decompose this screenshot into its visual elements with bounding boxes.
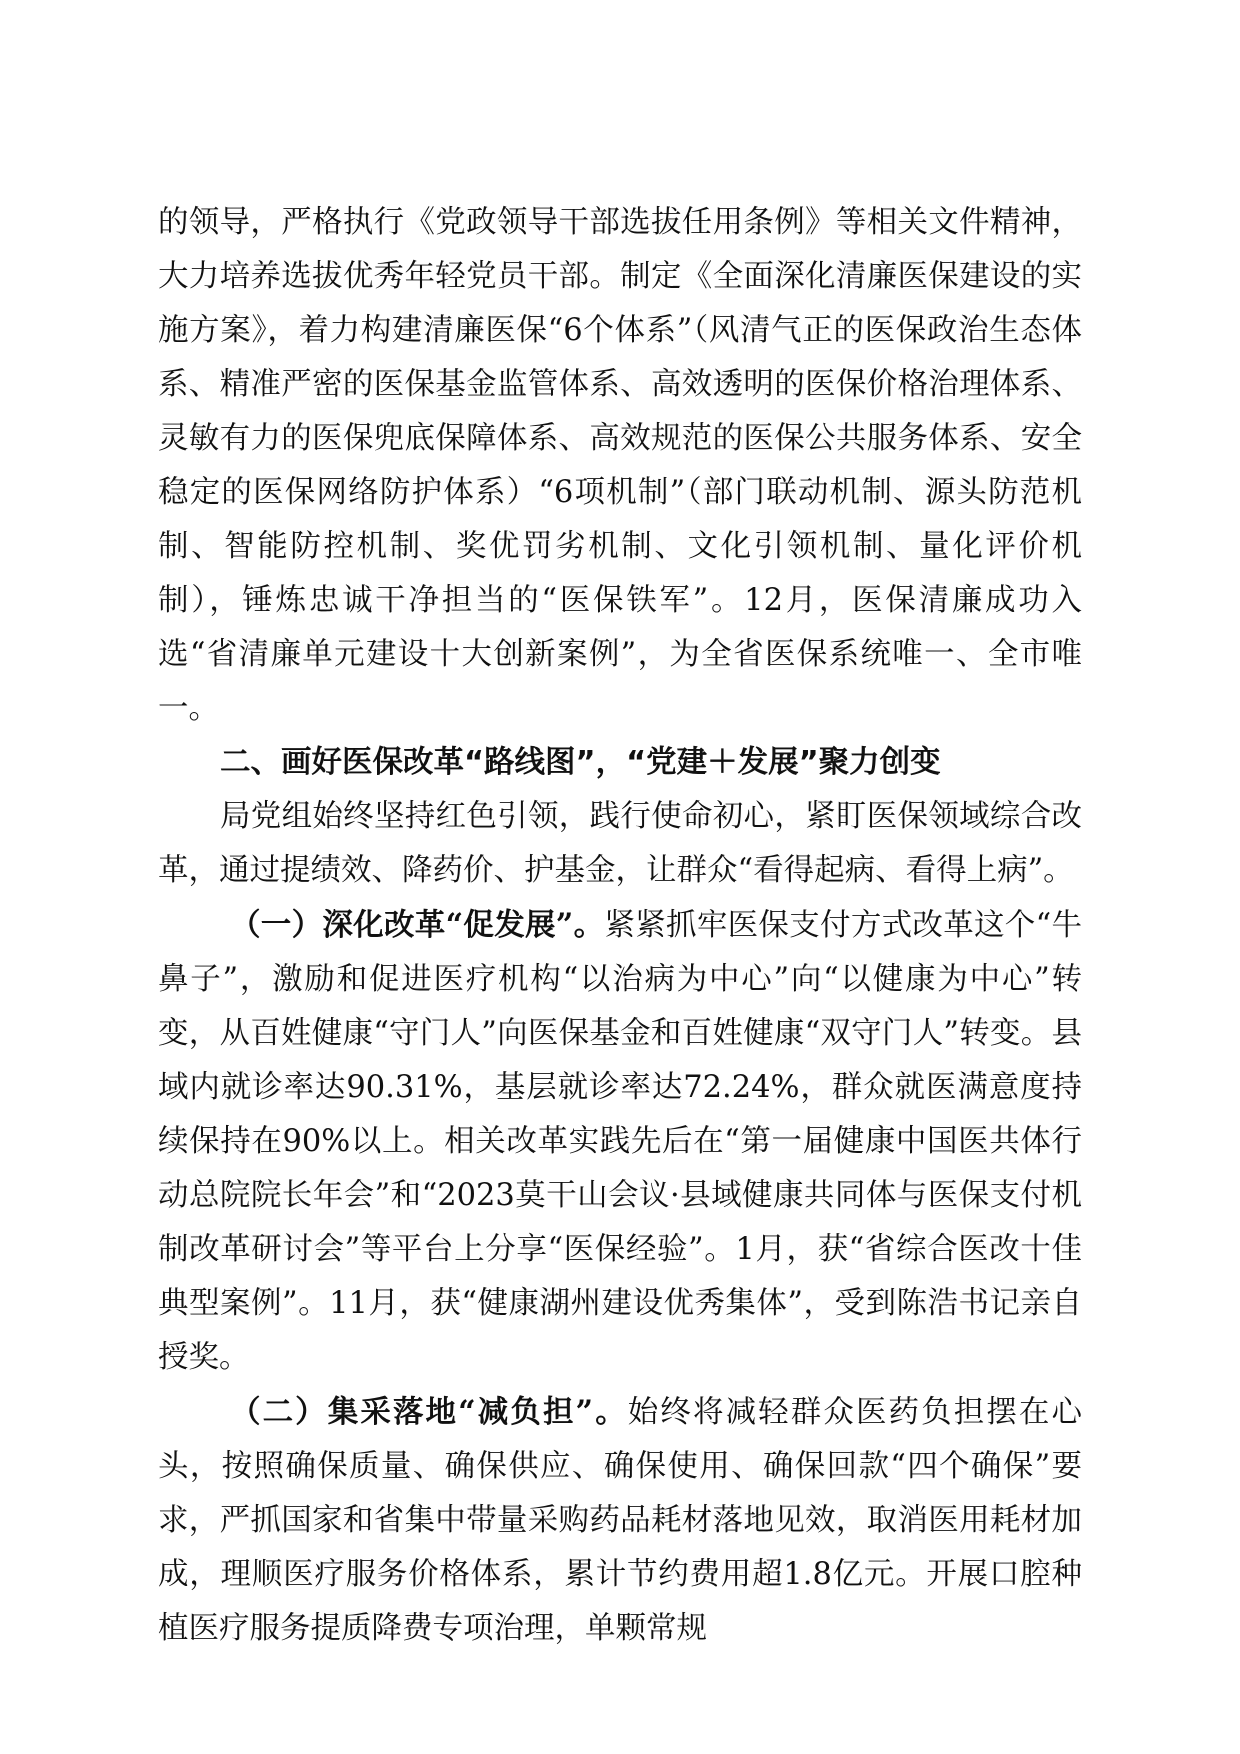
item-two-title: （二）集采落地“减负担”。 xyxy=(230,1394,628,1430)
item-one-title: （一）深化改革“促发展”。 xyxy=(230,907,605,943)
item-one-paragraph xyxy=(158,898,1082,1385)
item-two-paragraph xyxy=(158,1385,1082,1656)
item-one-body: 紧紧抓牢医保支付方式改革这个“牛鼻子”，激励和促进医疗机构“以治病为中心”向“以健康为中心”转变，从百姓健康“守门人”向医保基金和百姓健康“双守门人”转变。县域内就诊率达90.31%，基层就诊率达72.24%，群众就医满意度持续保持在90%以上。相关改革实践先后在“第一届健康中国医共体行动总院院长年会”和“2023莫干山会议·县域健康共同体与医保支付机制改革研讨会”等平台上分享“医保经验”。1月，获“省综合医改十佳典型案例”。11月，获“健康湖州建设优秀集体”，受到陈浩书记亲自授奖。 xyxy=(158,908,1082,1375)
section-two-intro: 局党组始终坚持红色引领，践行使命初心，紧盯医保领域综合改革，通过提绩效、降药价、护基金，让群众“看得起病、看得上病”。 xyxy=(158,799,1082,888)
item-two-body: 始终将减轻群众医药负担摆在心头，按照确保质量、确保供应、确保使用、确保回款“四个确保”要求，严抓国家和省集中带量采购药品耗材落地见效，取消医用耗材加成，理顺医疗服务价格体系，累计节约费用超1.8亿元。开展口腔种植医疗服务提质降费专项治理，单颗常规 xyxy=(158,1395,1082,1646)
document-body xyxy=(158,196,1082,1656)
section-two-heading: 二、画好医保改革“路线图”，“党建＋发展”聚力创变 xyxy=(220,745,941,780)
paragraph-continuation: 的领导，严格执行《党政领导干部选拔任用条例》等相关文件精神，大力培养选拔优秀年轻党员干部。制定《全面深化清廉医保建设的实施方案》，着力构建清廉医保“6个体系”（风清气正的医保政治生态体系、精准严密的医保基金监管体系、高效透明的医保价格治理体系、灵敏有力的医保兜底保障体系、高效规范的医保公共服务体系、安全稳定的医保网络防护体系）“6项机制”（部门联动机制、源头防范机制、智能防控机制、奖优罚劣机制、文化引领机制、量化评价机制），锤炼忠诚干净担当的“医保铁军”。12月，医保清廉成功入选“省清廉单元建设十大创新案例”，为全省医保系统唯一、全市唯一。 xyxy=(158,205,1082,726)
